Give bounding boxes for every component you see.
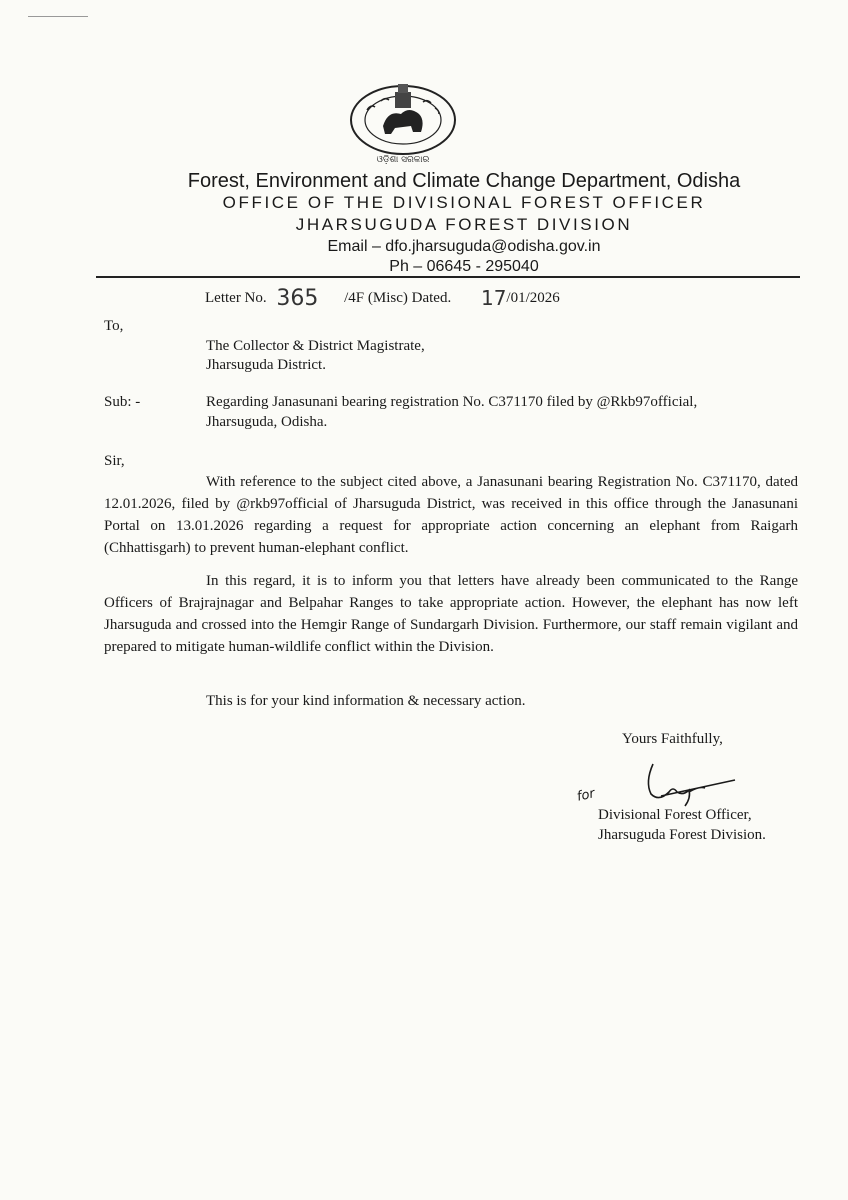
office-phone: Ph – 06645 - 295040 xyxy=(389,258,539,275)
scan-edge-mark xyxy=(28,16,88,17)
letter-reference xyxy=(205,283,560,311)
body-paragraph-1: With reference to the subject cited above, a Janasunani bearing Registration No. C371170, dated 12.01.2026, filed by @rkb97official of Jharsuguda District, was received in this office through the Janasunani Portal on 13.01.2026 regarding a request for appropriate action concerning an elephant from Raigarh (Chhattisgarh) to prevent human-elephant conflict. xyxy=(104,474,798,556)
signatory-designation: Divisional Forest Officer, xyxy=(598,807,752,823)
to-line1: The Collector & District Magistrate, xyxy=(206,338,425,354)
letter-no-label: Letter No. xyxy=(205,290,267,306)
salutation: Sir, xyxy=(104,453,125,469)
date-day: 17 xyxy=(480,286,507,310)
subject-line2: Jharsuguda, Odisha. xyxy=(206,414,328,430)
emblem-text: ଓଡ଼ିଶା ସରକାର xyxy=(376,155,430,165)
for-mark: for xyxy=(575,786,597,805)
body-paragraph-3: This is for your kind information & necessary action. xyxy=(206,693,526,709)
division-name: JHARSUGUDA FOREST DIVISION xyxy=(295,215,633,234)
signatory-division: Jharsuguda Forest Division. xyxy=(598,827,766,843)
subject-line1: Regarding Janasunani bearing registration No. C371170 filed by @Rkb97official, xyxy=(206,394,698,410)
odisha-emblem-icon xyxy=(343,80,463,166)
body-paragraph-2: In this regard, it is to inform you that letters have already been communicated to the Range Officers of Brajrajnagar and Belpahar Ranges to take appropriate action. However, the elephant has now left Jharsuguda and crossed into the Hemgir Range of Sundargarh Division. Furthermore, our staff remain vigilant and prepared to mitigate human-wildlife conflict within the Division. xyxy=(104,573,798,655)
department-name: Forest, Environment and Climate Change Department, Odisha xyxy=(187,170,741,192)
subject-label: Sub: - xyxy=(104,394,141,410)
date-rest: /01/2026 xyxy=(506,290,560,306)
office-email: Email – dfo.jharsuguda@odisha.gov.in xyxy=(327,238,601,255)
yours-faithfully: Yours Faithfully, xyxy=(622,731,723,747)
letter-ref-suffix: /4F (Misc) Dated. xyxy=(344,290,452,306)
header-rule xyxy=(96,276,800,278)
letter-no: 365 xyxy=(276,286,319,311)
to-label: To, xyxy=(104,318,124,334)
office-name: OFFICE OF THE DIVISIONAL FOREST OFFICER xyxy=(222,193,706,212)
to-line2: Jharsuguda District. xyxy=(206,357,326,373)
